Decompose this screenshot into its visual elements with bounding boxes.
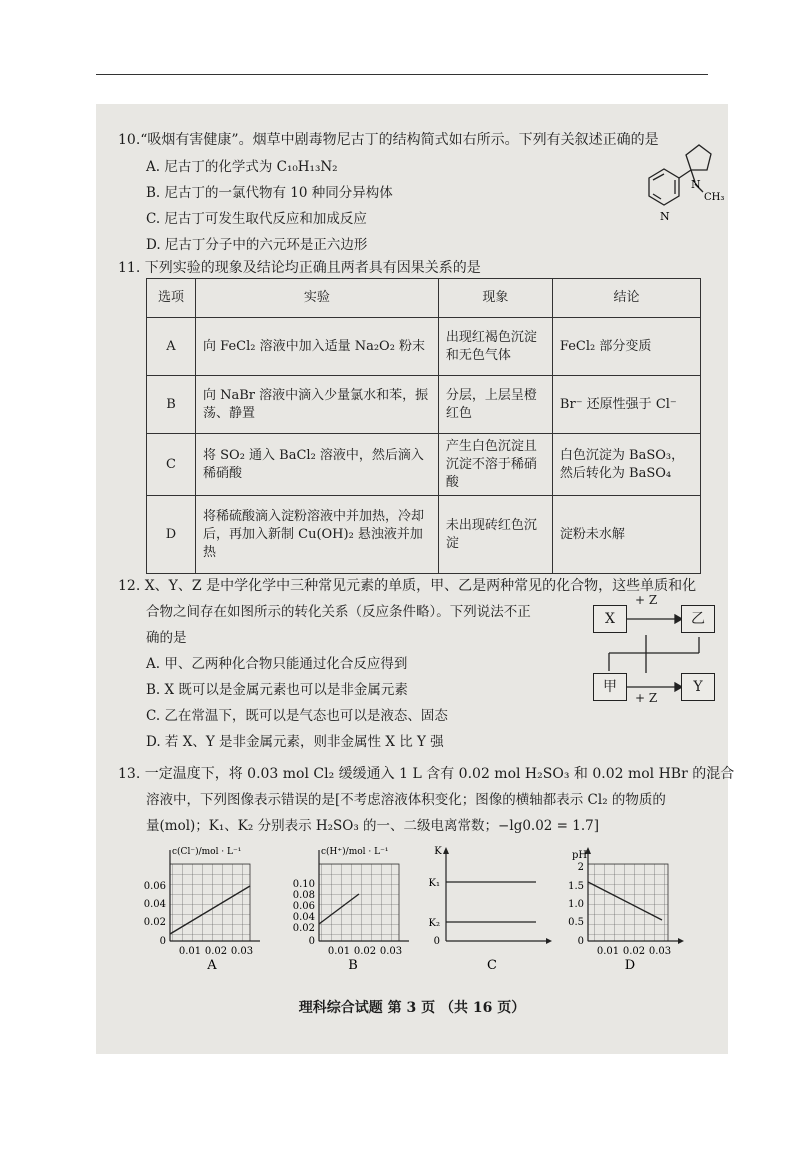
row-c-experiment: 将 SO₂ 通入 BaCl₂ 溶液中，然后滴入稀硝酸 xyxy=(196,434,439,496)
q11-stem: 11. 下列实验的现象及结论均正确且两者具有因果关系的是 xyxy=(118,260,481,276)
row-b-conclusion: Br⁻ 还原性强于 Cl⁻ xyxy=(552,376,700,434)
row-c-conclusion: 白色沉淀为 BaSO₃，然后转化为 BaSO₄ xyxy=(552,434,700,496)
y-tick: K₂ xyxy=(428,918,440,929)
y-axis-label: c(Cl⁻)/mol · L⁻¹ xyxy=(172,847,242,857)
q10-option-d: D. 尼古丁分子中的六元环是正六边形 xyxy=(146,237,368,253)
x-tick: 0.01 xyxy=(327,946,351,957)
x-tick: 0.03 xyxy=(648,946,672,957)
q10-option-b: B. 尼古丁的一氯代物有 10 种同分异构体 xyxy=(146,185,393,201)
row-d-conclusion: 淀粉未水解 xyxy=(552,496,700,574)
graph-label: C xyxy=(487,958,497,973)
row-b-phenomenon: 分层，上层呈橙红色 xyxy=(438,376,552,434)
header-experiment: 实验 xyxy=(196,279,439,318)
q10-stem: 10.“吸烟有害健康”。烟草中剧毒物尼古丁的结构简式如右所示。下列有关叙述正确的是 xyxy=(118,132,659,148)
grid xyxy=(170,864,250,941)
table-row xyxy=(147,318,701,376)
y-tick: 2 xyxy=(577,862,584,873)
row-a-phenomenon: 出现红褐色沉淀和无色气体 xyxy=(438,318,552,376)
q13-stem-line2: 溶液中，下列图像表示错误的是[不考虑溶液体积变化；图像的横轴都表示 Cl₂ 的物质的 xyxy=(146,792,666,808)
node-x: X xyxy=(593,605,627,633)
q12-option-d: D. 若 X、Y 是非金属元素，则非金属性 X 比 Y 强 xyxy=(146,734,444,750)
q10-option-a: A. 尼古丁的化学式为 C₁₀H₁₃N₂ xyxy=(146,159,338,175)
row-b-experiment: 向 NaBr 溶液中滴入少量氯水和苯，振荡、静置 xyxy=(196,376,439,434)
y-tick: 0.10 xyxy=(292,879,315,890)
q12-option-b: B. X 既可以是金属元素也可以是非金属元素 xyxy=(146,682,408,698)
header-phenomenon: 现象 xyxy=(438,279,552,318)
row-c-option: C xyxy=(147,434,196,496)
y-tick: 0.06 xyxy=(292,901,315,912)
y-tick: 0.04 xyxy=(143,899,166,910)
y-tick: 0.04 xyxy=(292,912,315,923)
graph-c xyxy=(416,844,561,974)
row-a-experiment: 向 FeCl₂ 溶液中加入适量 Na₂O₂ 粉末 xyxy=(196,318,439,376)
y-axis-label: pH xyxy=(572,850,588,861)
node-jia: 甲 xyxy=(593,673,627,701)
x-tick: 0.02 xyxy=(204,946,228,957)
y-tick: K₁ xyxy=(428,878,440,889)
q13-stem-line1: 13. 一定温度下，将 0.03 mol Cl₂ 缓缓通入 1 L 含有 0.02 mol H₂SO₃ 和 0.02 mol HBr 的混合 xyxy=(118,766,735,782)
x-tick: 0.02 xyxy=(353,946,377,957)
row-a-option: A xyxy=(147,318,196,376)
pyridine-n-label: N xyxy=(660,210,670,223)
table-row xyxy=(147,434,701,496)
header-conclusion: 结论 xyxy=(552,279,700,318)
q12-stem-line3: 确的是 xyxy=(146,630,187,646)
graph-d xyxy=(554,844,699,974)
graph-a xyxy=(132,844,272,974)
graph-label: A xyxy=(207,958,217,973)
q12-stem-line1: 12. X、Y、Z 是中学化学中三种常见元素的单质，甲、乙是两种常见的化合物，这些单质和化 xyxy=(118,578,697,594)
y-tick: 0.06 xyxy=(143,881,166,892)
y-tick: 0 xyxy=(433,936,440,947)
x-tick: 0.01 xyxy=(596,946,620,957)
plus-z-top: + Z xyxy=(635,593,658,607)
graph-label: D xyxy=(624,958,636,973)
y-tick: 0 xyxy=(308,936,315,947)
nicotine-structure xyxy=(631,140,725,228)
q11-experiment-table xyxy=(146,278,701,574)
y-tick: 0.02 xyxy=(143,917,166,928)
row-b-option: B xyxy=(147,376,196,434)
y-axis-label: c(H⁺)/mol · L⁻¹ xyxy=(321,847,389,857)
y-tick: 0.08 xyxy=(292,890,315,901)
page-footer: 理科综合试题 第 3 页 （共 16 页） xyxy=(298,1000,526,1016)
grid xyxy=(319,864,399,941)
x-tick: 0.03 xyxy=(230,946,254,957)
table-header-row xyxy=(147,279,701,318)
row-a-conclusion: FeCl₂ 部分变质 xyxy=(552,318,700,376)
header-option: 选项 xyxy=(147,279,196,318)
row-d-phenomenon: 未出现砖红色沉淀 xyxy=(438,496,552,574)
graph-label: B xyxy=(348,958,358,973)
table-row xyxy=(147,496,701,574)
row-d-option: D xyxy=(147,496,196,574)
y-tick: 0 xyxy=(159,936,166,947)
y-tick: 1.0 xyxy=(568,899,584,910)
methyl-label: CH₃ xyxy=(704,192,725,203)
x-tick: 0.03 xyxy=(379,946,403,957)
x-tick: 0.01 xyxy=(178,946,202,957)
node-y: Y xyxy=(681,673,715,701)
y-tick: 0.02 xyxy=(292,923,315,934)
node-yi: 乙 xyxy=(681,605,715,633)
q10-option-c: C. 尼古丁可发生取代反应和加成反应 xyxy=(146,211,367,227)
row-c-phenomenon: 产生白色沉淀且沉淀不溶于稀硝酸 xyxy=(438,434,552,496)
q12-conversion-diagram xyxy=(591,593,716,711)
exam-page-photo xyxy=(96,104,735,1054)
row-d-experiment: 将稀硫酸滴入淀粉溶液中并加热，冷却后，再加入新制 Cu(OH)₂ 悬浊液并加热 xyxy=(196,496,439,574)
y-axis-label: K xyxy=(434,846,442,857)
pyrrolidine-n-label: N xyxy=(691,178,701,191)
q12-option-c: C. 乙在常温下，既可以是气态也可以是液态、固态 xyxy=(146,708,448,724)
y-tick: 1.5 xyxy=(568,881,584,892)
q13-stem-line3: 量(mol)；K₁、K₂ 分别表示 H₂SO₃ 的一、二级电离常数；−lg0.02 = 1.7] xyxy=(146,818,600,834)
q12-option-a: A. 甲、乙两种化合物只能通过化合反应得到 xyxy=(146,656,408,672)
table-row xyxy=(147,376,701,434)
q12-stem-line2: 合物之间存在如图所示的转化关系（反应条件略）。下列说法不正 xyxy=(146,604,531,620)
y-tick: 0 xyxy=(577,936,584,947)
top-rule xyxy=(96,74,708,75)
graph-b xyxy=(281,844,421,974)
y-tick: 0.5 xyxy=(568,917,584,928)
x-tick: 0.02 xyxy=(622,946,646,957)
plus-z-bottom: + Z xyxy=(635,691,658,705)
